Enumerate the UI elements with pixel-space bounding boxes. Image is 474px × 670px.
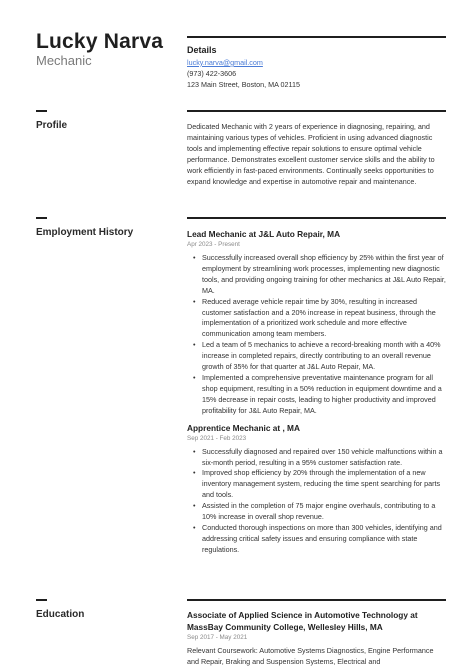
- education-coursework: Relevant Coursework: Automotive Systems Diagnostics, Engine Performance and Repair, Braking and Suspension Systems, Electrical and: [187, 646, 434, 666]
- education-dates: Sep 2017 - May 2021: [187, 634, 248, 641]
- education-heading: Education: [36, 609, 85, 620]
- job-bullet: • Assisted in the completion of 75 major engine overhauls, contributing to a 10% increase in overall shop revenue.: [202, 501, 447, 523]
- job-bullet: • Successfully diagnosed and repaired over 150 vehicle malfunctions within a six-month period, resulting in a 95% customer satisfaction rate.: [202, 447, 447, 469]
- job-title: Apprentice Mechanic at , MA: [187, 422, 300, 433]
- job-entry: [187, 228, 447, 417]
- details-divider: [187, 36, 446, 38]
- job-entry: [187, 422, 447, 556]
- job-dates: Apr 2023 - Present: [187, 241, 240, 248]
- education-marker: [36, 599, 47, 601]
- employment-heading: Employment History: [36, 227, 134, 238]
- job-bullets: [187, 447, 447, 556]
- resume-name: Lucky Narva: [36, 30, 164, 53]
- job-bullets: [187, 253, 447, 417]
- job-bullet: • Improved shop efficiency by 20% through the implementation of a new inventory management system, reducing the time spent searching for parts and tools.: [202, 468, 447, 501]
- details-heading: Details: [187, 45, 217, 55]
- job-bullet: • Successfully increased overall shop efficiency by 25% within the first year of employment by streamlining work processes, implementing new diagnostic tools, and providing ongoing training for other mechanics at J&L Auto Repair, MA.: [202, 253, 447, 297]
- profile-marker: [36, 110, 47, 112]
- job-bullet: • Led a team of 5 mechanics to achieve a record-breaking month with a 40% increase in completed repairs, directly contributing to an overall revenue growth of 35% for that quarter at J&L Auto Repair, MA.: [202, 340, 447, 373]
- employment-section: [187, 228, 447, 556]
- details-section: [187, 45, 447, 91]
- job-bullet: • Conducted thorough inspections on more than 300 vehicles, identifying and addressing critical safety issues and ensuring compliance with state regulations.: [202, 523, 447, 556]
- employment-divider: [187, 217, 446, 219]
- job-bullet: • Reduced average vehicle repair time by 30%, resulting in increased customer satisfaction and a 20% increase in repeat business, through the implementation of a prioritized work schedule and more effective communication among team members.: [202, 297, 447, 341]
- degree-title: Associate of Applied Science in Automotive Technology at MassBay Community College, Wellesley Hills, MA: [187, 610, 418, 632]
- job-dates: Sep 2021 - Feb 2023: [187, 434, 247, 442]
- resume-job-title: Mechanic: [36, 53, 92, 68]
- education-divider: [187, 599, 446, 601]
- job-bullet: • Implemented a comprehensive preventative maintenance program for all shop equipment, resulting in a 50% reduction in equipment downtime and a 15% decrease in repair costs, leading to higher productivity and improved profitability for J&L Auto Repair, MA.: [202, 373, 447, 417]
- email-link[interactable]: lucky.narva@gmail.com: [187, 57, 263, 67]
- profile-text: Dedicated Mechanic with 2 years of experience in diagnosing, repairing, and maintaining various types of vehicles. Proficient in using advanced diagnostic tools and implementing effective repair solutions to ensure optimal vehicle performance. Demonstrates excellent customer service skills and the ability to work efficiently in fast-paced environments. Continually seeks opportunities to expand knowledge and expertise in automotive repair and maintenance.: [187, 122, 435, 186]
- job-title: Lead Mechanic at J&L Auto Repair, MA: [187, 229, 341, 239]
- address: 123 Main Street, Boston, MA 02115: [187, 79, 300, 89]
- phone-number: (973) 422-3606: [187, 68, 237, 78]
- employment-marker: [36, 217, 47, 219]
- profile-section: [187, 122, 447, 187]
- education-section: [187, 609, 447, 668]
- profile-divider: [187, 110, 446, 112]
- profile-heading: Profile: [36, 120, 68, 131]
